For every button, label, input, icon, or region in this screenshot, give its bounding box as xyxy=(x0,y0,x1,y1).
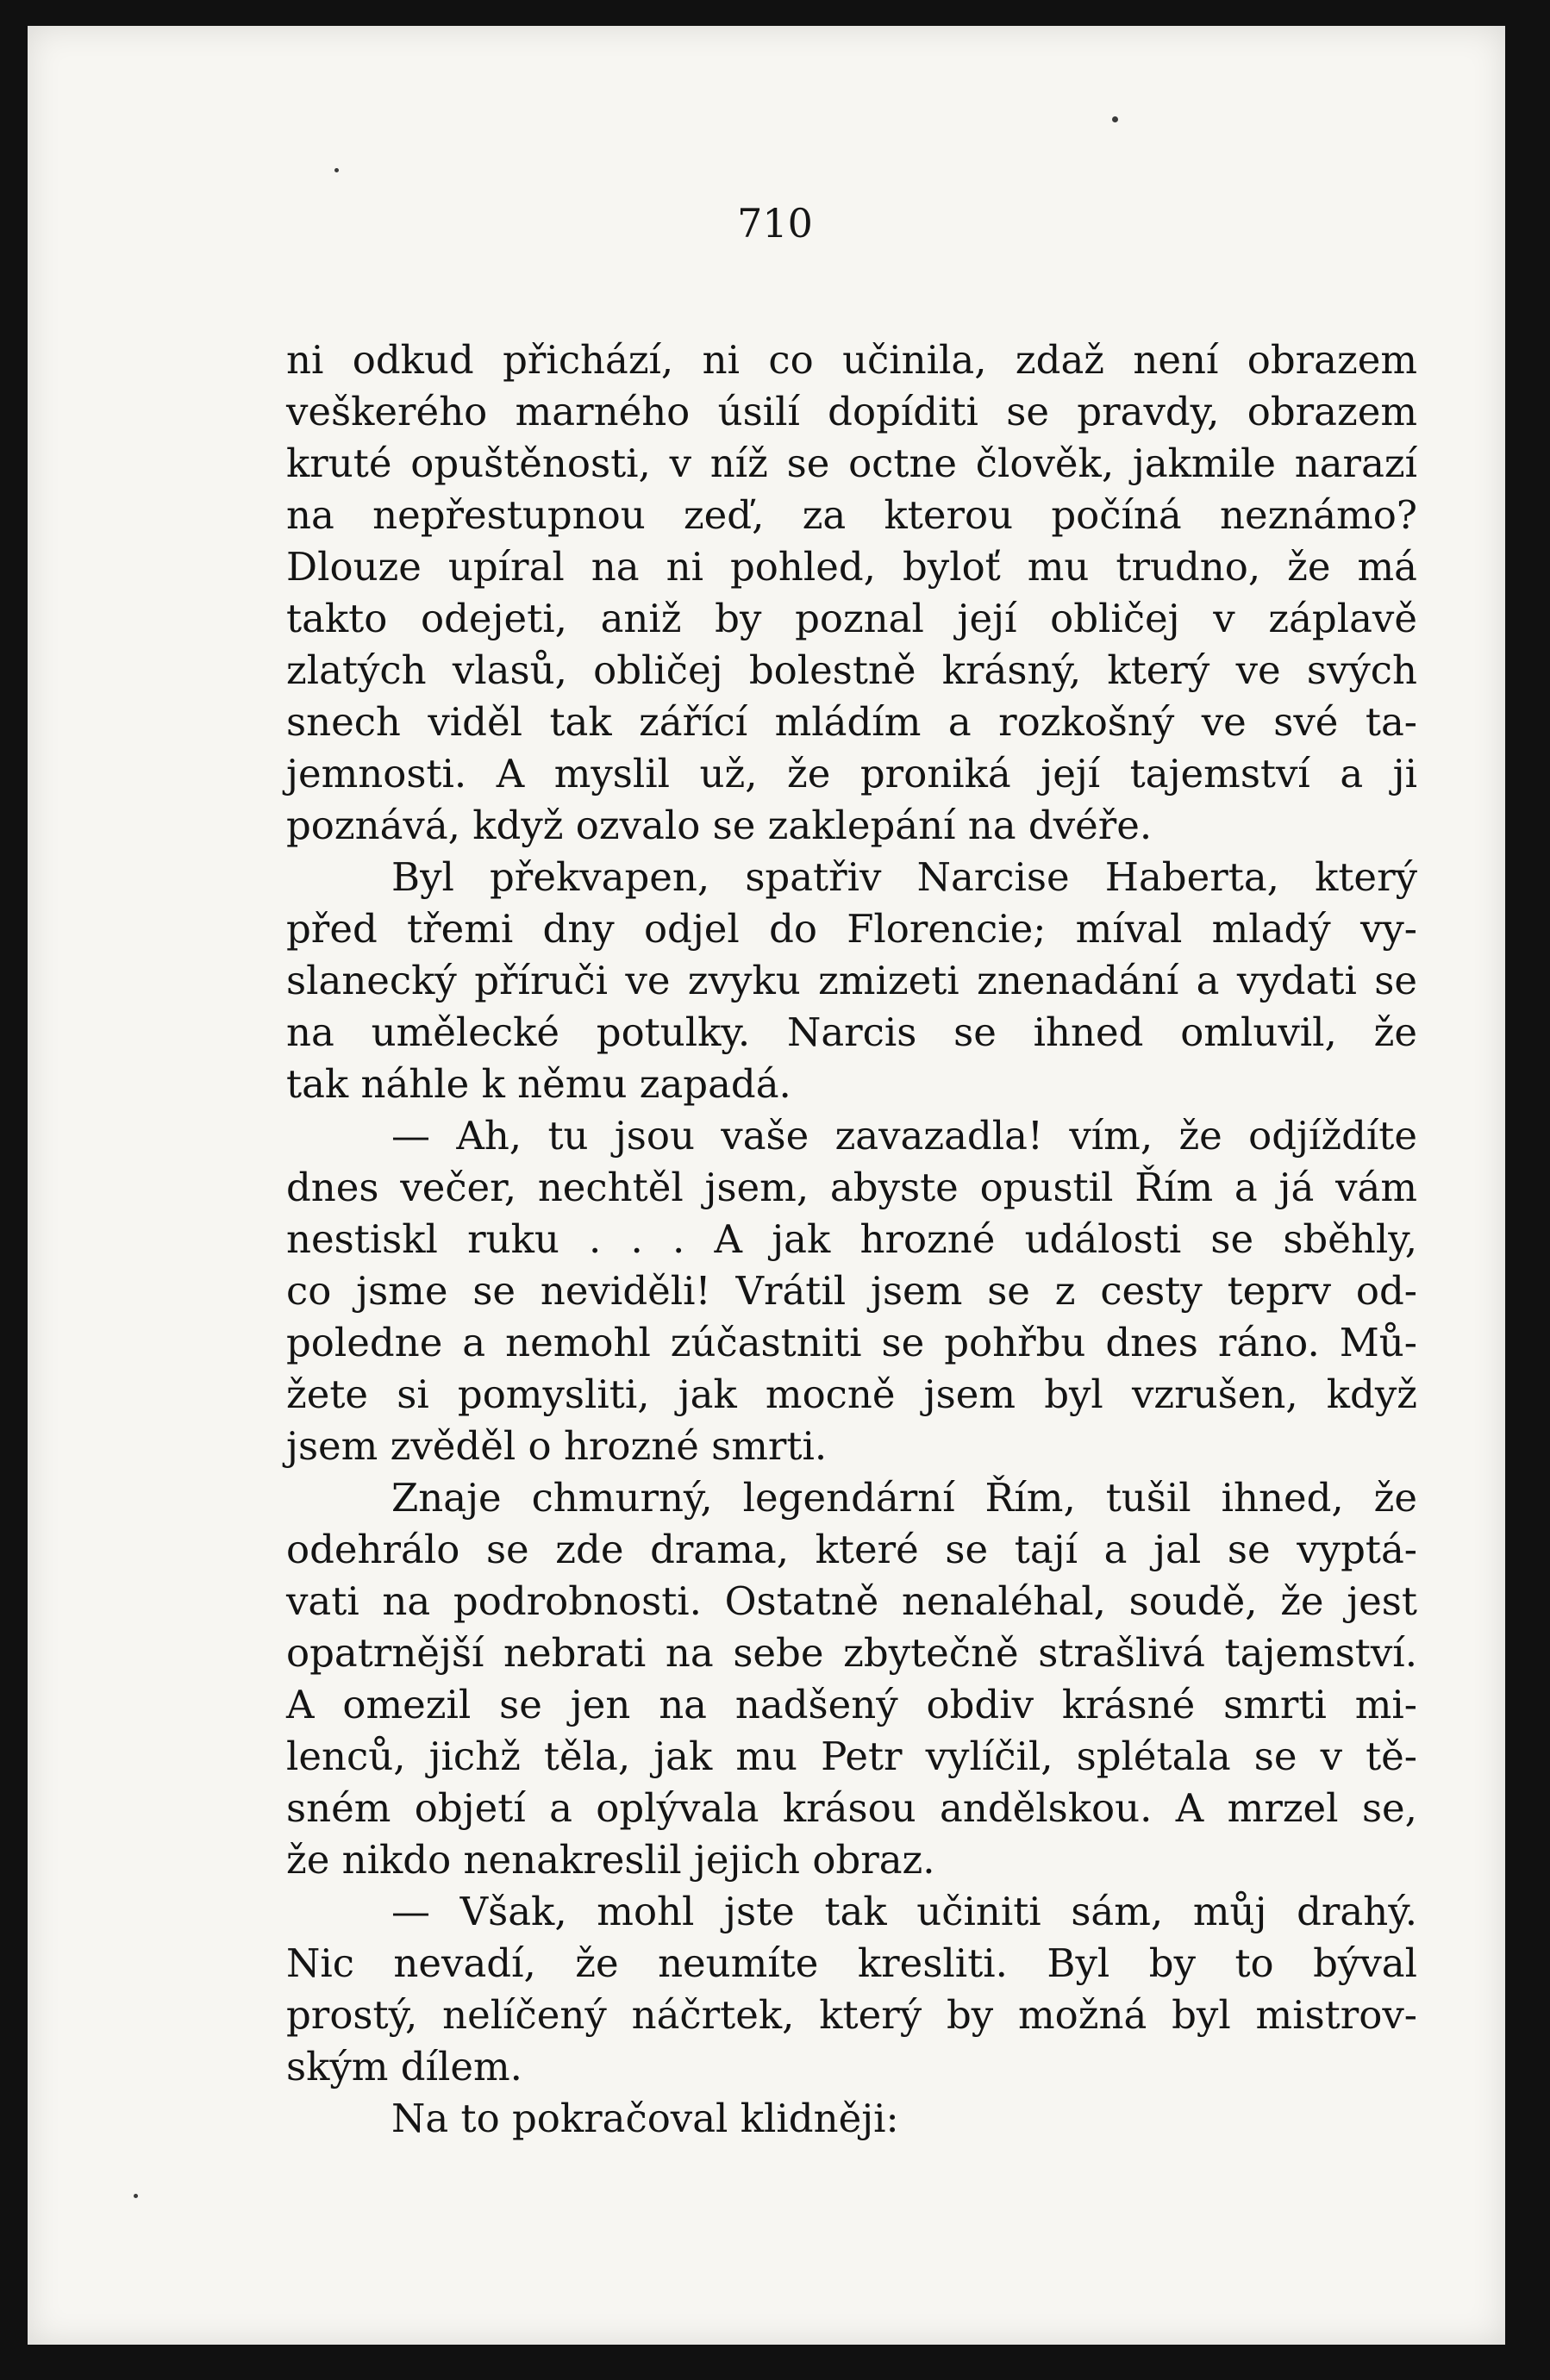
text-line: žete si pomysliti, jak mocně jsem byl vzrušen, když xyxy=(286,1371,1417,1417)
paper-speck xyxy=(334,168,339,172)
text-line: zlatých vlasů, obličej bolestně krásný, který ve svých xyxy=(286,647,1417,693)
text-line: jemnosti. A myslil už, že proniká její tajemství a ji xyxy=(286,751,1417,796)
text-line: A omezil se jen na nadšený obdiv krásné smrti mi- xyxy=(286,1682,1417,1727)
text-line: takto odejeti, aniž by poznal její obličej v záplavě xyxy=(286,596,1417,641)
text-line: lenců, jichž těla, jak mu Petr vylíčil, splétala se v tě- xyxy=(286,1733,1417,1779)
text-line: slanecký příruči ve zvyku zmizeti znenadání a vydati se xyxy=(286,958,1417,1003)
text-line: veškerého marného úsilí dopíditi se pravdy, obrazem xyxy=(286,389,1417,434)
text-line: sném objetí a oplývala krásou andělskou. A mrzel se, xyxy=(286,1785,1417,1831)
text-line: nestiskl ruku . . . A jak hrozné události se sběhly, xyxy=(286,1216,1417,1262)
text-line: opatrnější nebrati na sebe zbytečně strašlivá tajemství. xyxy=(286,1630,1417,1676)
text-line: že nikdo nenakreslil jejich obraz. xyxy=(286,1837,935,1883)
text-line: snech viděl tak zářící mládím a rozkošný ve své ta- xyxy=(286,699,1417,745)
text-line: dnes večer, nechtěl jsem, abyste opustil Řím a já vám xyxy=(286,1165,1417,1210)
text-line: na umělecké potulky. Narcis se ihned omluvil, že xyxy=(286,1009,1417,1055)
text-line: před třemi dny odjel do Florencie; míval mladý vy- xyxy=(286,906,1417,952)
text-line: na nepřestupnou zeď, za kterou počíná neznámo? xyxy=(286,492,1417,538)
page-number: 710 xyxy=(737,200,813,247)
text-line: tak náhle k němu zapadá. xyxy=(286,1061,791,1107)
text-line: ským dílem. xyxy=(286,2044,522,2090)
text-line: Nic nevadí, že neumíte kresliti. Byl by to býval xyxy=(286,1940,1417,1986)
text-line: ni odkud přichází, ni co učinila, zdaž není obrazem xyxy=(286,337,1417,383)
text-line: odehrálo se zde drama, které se tají a jal se vyptá- xyxy=(286,1527,1417,1572)
text-line: Byl překvapen, spatřiv Narcise Haberta, který xyxy=(391,854,1417,900)
text-line: — Ah, tu jsou vaše zavazadla! vím, že odjíždíte xyxy=(391,1113,1417,1159)
text-line: Dlouze upíral na ni pohled, byloť mu trudno, že má xyxy=(286,544,1417,590)
text-line: Znaje chmurný, legendární Řím, tušil ihned, že xyxy=(391,1475,1417,1521)
text-line: prostý, nelíčený náčrtek, který by možná byl mistrov- xyxy=(286,1992,1417,2038)
text-line: poznává, když ozvalo se zaklepání na dvéře. xyxy=(286,803,1153,848)
text-line: — Však, mohl jste tak učiniti sám, můj drahý. xyxy=(391,1889,1417,1934)
text-line: jsem zvěděl o hrozné smrti. xyxy=(286,1423,828,1469)
paper-speck xyxy=(1112,116,1118,122)
body-text xyxy=(286,334,1417,2145)
text-line: kruté opuštěnosti, v níž se octne člověk, jakmile narazí xyxy=(286,440,1417,486)
paper-speck xyxy=(134,2194,138,2198)
text-line: vati na podrobnosti. Ostatně nenaléhal, soudě, že jest xyxy=(286,1578,1417,1624)
text-line: poledne a nemohl zúčastniti se pohřbu dnes ráno. Mů- xyxy=(286,1320,1417,1365)
text-line: co jsme se neviděli! Vrátil jsem se z cesty teprv od- xyxy=(286,1268,1417,1314)
text-line: Na to pokračoval klidněji: xyxy=(391,2096,899,2141)
